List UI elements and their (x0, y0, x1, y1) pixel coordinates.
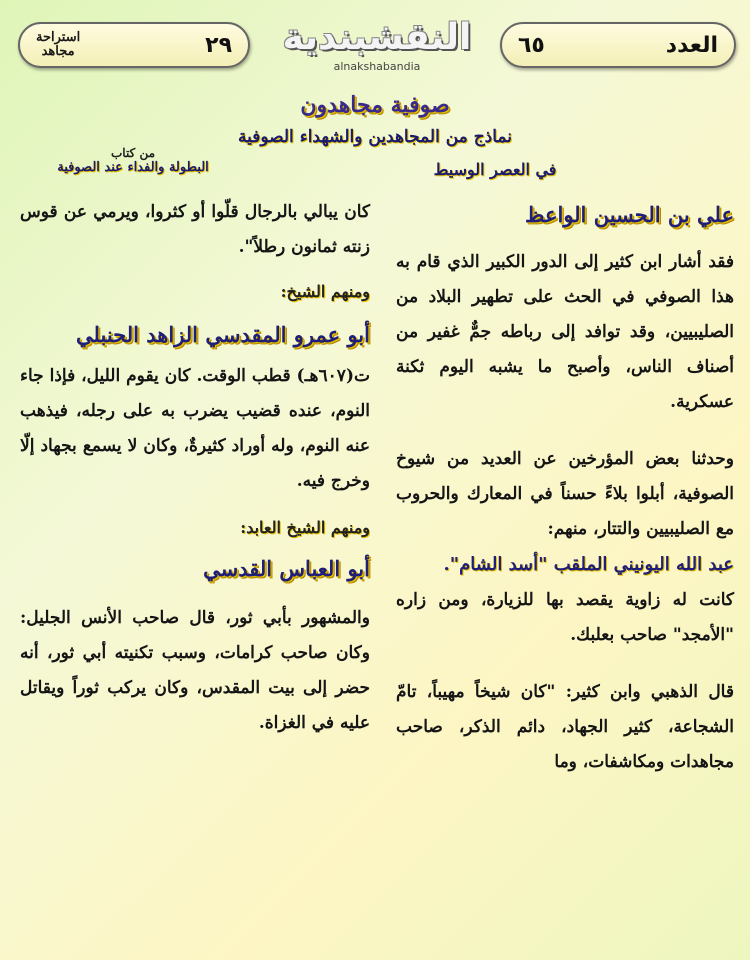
section-heading: أبو عمرو المقدسي الزاهد الحنبلي (76, 322, 370, 347)
subheading: ومنهم الشيخ: (280, 282, 370, 301)
paragraph: ت(٦٠٧هـ) قطب الوقت. كان يقوم الليل، فإذا جاء النوم، عنده قضيب يضرب به على رجله، فيذهب عنه النوم، وله أوراد كثيرةٌ، وكان لا يسمع بجهاد إلّا وخرج فيه. (20, 366, 370, 491)
section-heading: علي بن الحسين الواعظ (525, 202, 734, 227)
book-title: البطولة والفداء عند الصوفية (57, 160, 209, 175)
page-number: ٢٩ (205, 32, 232, 58)
section-label-line1: استراحة (36, 30, 81, 45)
paragraph: فقد أشار ابن كثير إلى الدور الكبير الذي قام به هذا الصوفي في الحث على تطهير البلاد من الصليبيين، وقد توافد إلى رباطه جمٌّ غفير من أصناف الناس، وأصبح ما يشبه اليوم ثكنة عسكرية. (396, 252, 734, 412)
section-label-line2: مجاهد (41, 44, 75, 59)
book-reference (28, 146, 238, 175)
paragraph: قال الذهبي وابن كثير: "كان شيخاً مهيباً، تامّ الشجاعة، كثير الجهاد، دائم الذكر، صاحب مجاهدات ومكاشفات، وما (396, 682, 734, 772)
article-subtitle: نماذج من المجاهدين والشهداء الصوفية (237, 127, 512, 147)
logo-url: alnakshabandia (333, 60, 421, 73)
logo-text: النقشبندية (282, 17, 472, 58)
section-heading: أبو العباس القدسي (203, 556, 370, 581)
paragraph: كان يبالي بالرجال قلّوا أو كثروا، ويرمي عن قوس زنته ثمانون رطلاً". (20, 202, 370, 257)
issue-number: ٦٥ (518, 32, 545, 58)
subheading: ومنهم الشيخ العابد: (240, 518, 370, 537)
paragraph: كانت له زاوية يقصد بها للزيارة، ومن زاره "الأمجد" صاحب بعلبك. (396, 590, 734, 645)
right-column (396, 195, 734, 780)
book-from-label: من كتاب (110, 146, 156, 160)
quote-heading: عبد الله اليونيني الملقب "أسد الشام". (443, 554, 734, 575)
article-era: في العصر الوسيط (433, 160, 557, 179)
paragraph: والمشهور بأبي ثور، قال صاحب الأنس الجليل: وكان صاحب كرامات، وسبب تكنيته أبي ثور، أنه حضر إلى بيت المقدس، وكان يركب ثوراً ويقاتل عليه في الغزاة. (20, 608, 370, 733)
magazine-logo (268, 12, 486, 84)
issue-box (500, 22, 736, 68)
paragraph: وحدثنا بعض المؤرخين عن العديد من شيوخ الصوفية، أبلوا بلاءً حسناً في المعارك والحروب مع الصليبيين والتتار، منهم: (396, 449, 734, 539)
issue-label: العدد (665, 32, 718, 58)
left-column (20, 195, 370, 741)
page-number-box (18, 22, 250, 68)
article-title: صوفية مجاهدون (300, 92, 450, 118)
section-label (36, 31, 80, 59)
